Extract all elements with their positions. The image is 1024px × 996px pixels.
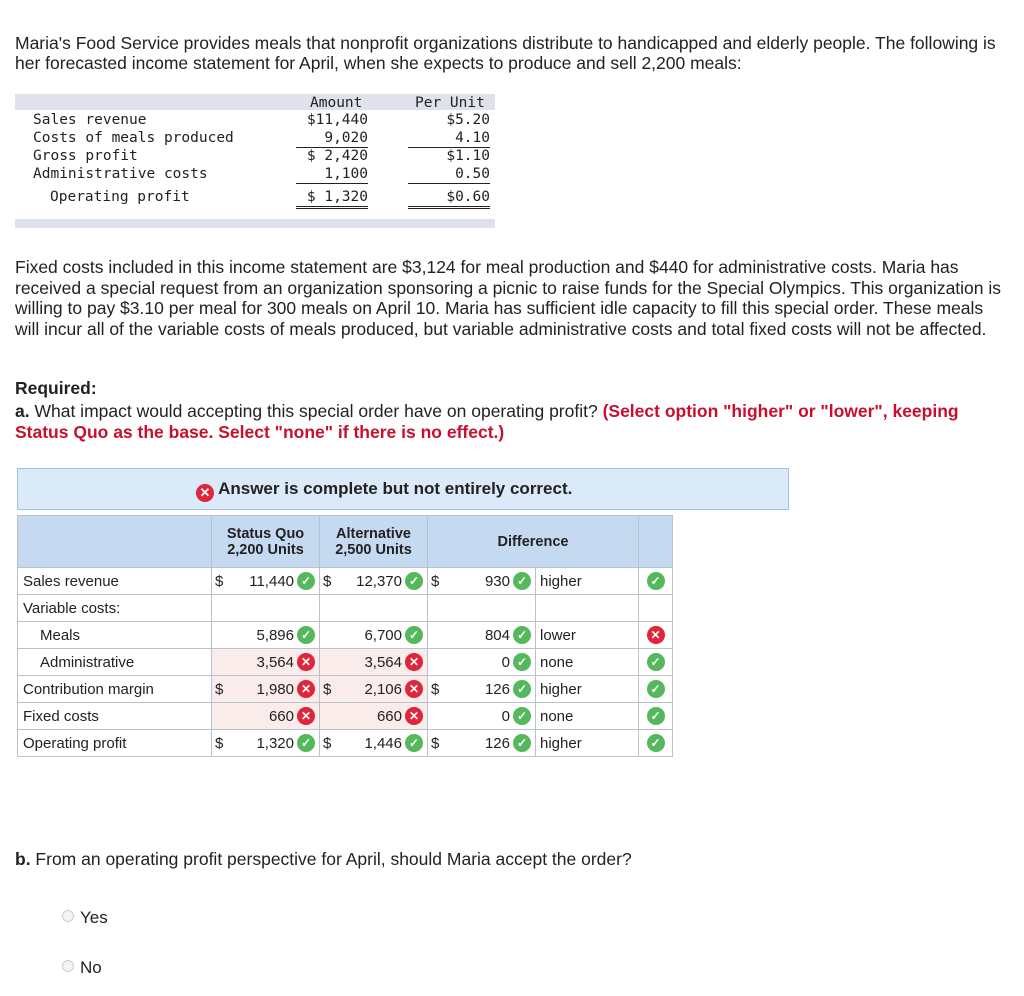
check-icon: ✓ xyxy=(513,653,531,671)
question-a-prefix: a. xyxy=(15,401,30,421)
check-icon: ✓ xyxy=(647,653,665,671)
incorrect-icon: ✕ xyxy=(297,653,315,671)
statement-footer-band xyxy=(15,219,495,228)
direction-select[interactable]: higher xyxy=(536,676,639,703)
alternative-input[interactable]: 12,370 xyxy=(356,572,402,590)
incorrect-icon: ✕ xyxy=(405,653,423,671)
is-label-operating: Operating profit xyxy=(50,189,190,205)
table-row xyxy=(18,703,673,730)
col-per-unit-header: Per Unit xyxy=(415,95,485,111)
is-per-unit-costs: 4.10 xyxy=(408,129,490,148)
incorrect-icon: ✕ xyxy=(405,707,423,725)
table-row xyxy=(18,730,673,757)
alternative-input[interactable]: 660 xyxy=(376,707,402,725)
row-label: Variable costs: xyxy=(18,595,212,622)
direction-select[interactable]: none xyxy=(536,703,639,730)
check-icon: ✓ xyxy=(297,734,315,752)
option-yes-label: Yes xyxy=(80,908,108,927)
difference-input[interactable]: 0 xyxy=(501,653,510,671)
status-quo-input[interactable]: 1,980 xyxy=(256,680,294,698)
incorrect-icon: ✕ xyxy=(405,680,423,698)
difference-input[interactable]: 930 xyxy=(484,572,510,590)
header-difference: Difference xyxy=(428,516,639,568)
check-icon: ✓ xyxy=(405,734,423,752)
is-amount-admin: 1,100 xyxy=(296,165,368,184)
currency-sign: $ xyxy=(431,734,440,752)
is-per-unit-operating: $0.60 xyxy=(408,188,490,209)
check-icon: ✓ xyxy=(647,572,665,590)
row-label: Meals xyxy=(18,622,212,649)
incorrect-icon: ✕ xyxy=(196,484,214,502)
table-row xyxy=(18,676,673,703)
direction-select[interactable]: lower xyxy=(536,622,639,649)
table-row xyxy=(18,568,673,595)
required-title: Required: xyxy=(15,378,97,398)
is-label-admin: Administrative costs xyxy=(33,166,208,182)
currency-sign: $ xyxy=(215,734,224,752)
question-a xyxy=(15,401,1005,443)
direction-select[interactable]: none xyxy=(536,649,639,676)
problem-paragraph: Fixed costs included in this income statement are $3,124 for meal production and $440 for administrative costs. Maria has received a special request from an organization sponsoring a picnic to raise funds for the Special Olympics. This organization is willing to pay $3.10 per meal for 300 meals on April 10. Maria has sufficient idle capacity to fill this special order. These meals will incur all of the variable costs of meals produced, but variable administrative costs and total fixed costs will not be affected. xyxy=(15,257,1002,339)
direction-select[interactable]: higher xyxy=(536,730,639,757)
radio-icon[interactable] xyxy=(62,910,74,922)
alternative-input[interactable]: 3,564 xyxy=(364,653,402,671)
check-icon: ✓ xyxy=(513,572,531,590)
feedback-banner-text xyxy=(196,479,572,502)
check-icon: ✓ xyxy=(297,572,315,590)
is-label-costs: Costs of meals produced xyxy=(33,130,234,146)
difference-input[interactable]: 0 xyxy=(501,707,510,725)
currency-sign: $ xyxy=(323,680,332,698)
currency-sign: $ xyxy=(215,572,224,590)
question-a-text: What impact would accepting this special order have on operating profit? xyxy=(29,401,603,421)
direction-select[interactable]: higher xyxy=(536,568,639,595)
is-amount-costs: 9,020 xyxy=(296,129,368,148)
currency-sign: $ xyxy=(323,572,332,590)
incorrect-icon: ✕ xyxy=(297,707,315,725)
check-icon: ✓ xyxy=(513,680,531,698)
status-quo-input[interactable]: 1,320 xyxy=(256,734,294,752)
status-quo-input[interactable]: 11,440 xyxy=(249,572,294,590)
difference-input[interactable]: 126 xyxy=(484,680,510,698)
question-b-prefix: b. xyxy=(15,849,31,869)
row-label: Fixed costs xyxy=(18,703,212,730)
difference-input[interactable]: 804 xyxy=(484,626,510,644)
currency-sign: $ xyxy=(215,680,224,698)
problem-intro: Maria's Food Service provides meals that nonprofit organizations distribute to handicapped and elderly people. The following is her forecasted income statement for April, when she expects to produce and sell 2,200 meals: xyxy=(15,33,996,73)
check-icon: ✓ xyxy=(513,734,531,752)
currency-sign: $ xyxy=(323,734,332,752)
check-icon: ✓ xyxy=(647,734,665,752)
header-alternative: Alternative 2,500 Units xyxy=(320,516,428,568)
is-label-sales: Sales revenue xyxy=(33,112,147,128)
is-per-unit-gross: $1.10 xyxy=(446,148,490,164)
is-amount-operating: $ 1,320 xyxy=(296,188,368,209)
check-icon: ✓ xyxy=(647,707,665,725)
alternative-input[interactable]: 6,700 xyxy=(364,626,402,644)
incorrect-icon: ✕ xyxy=(647,626,665,644)
option-yes[interactable] xyxy=(62,908,108,928)
question-a-instruction: (Select option "higher" or "lower", keeping Status Quo as the base. Select "none" if there is no effect.) xyxy=(15,401,959,442)
table-row xyxy=(18,595,673,622)
difference-input[interactable]: 126 xyxy=(484,734,510,752)
alternative-input[interactable]: 1,446 xyxy=(364,734,402,752)
alternative-input[interactable]: 2,106 xyxy=(364,680,402,698)
status-quo-input[interactable]: 660 xyxy=(268,707,294,725)
is-label-gross: Gross profit xyxy=(33,148,138,164)
col-amount-header: Amount xyxy=(310,95,363,111)
table-row xyxy=(18,649,673,676)
question-b-text: From an operating profit perspective for April, should Maria accept the order? xyxy=(30,849,632,869)
check-icon: ✓ xyxy=(297,626,315,644)
is-amount-sales: $11,440 xyxy=(306,112,368,128)
header-blank xyxy=(18,516,212,568)
status-quo-input[interactable]: 5,896 xyxy=(256,626,294,644)
check-icon: ✓ xyxy=(647,680,665,698)
feedback-message: Answer is complete but not entirely correct. xyxy=(218,479,573,498)
row-label: Operating profit xyxy=(18,730,212,757)
incorrect-icon: ✕ xyxy=(297,680,315,698)
table-row xyxy=(18,622,673,649)
question-b xyxy=(15,849,632,870)
check-icon: ✓ xyxy=(513,626,531,644)
row-label: Administrative xyxy=(18,649,212,676)
check-icon: ✓ xyxy=(405,626,423,644)
option-no[interactable] xyxy=(62,958,102,978)
radio-icon[interactable] xyxy=(62,960,74,972)
currency-sign: $ xyxy=(431,572,440,590)
check-icon: ✓ xyxy=(513,707,531,725)
is-per-unit-sales: $5.20 xyxy=(446,112,490,128)
is-amount-gross: $ 2,420 xyxy=(306,148,368,164)
table-header-row xyxy=(18,516,673,568)
is-per-unit-admin: 0.50 xyxy=(408,165,490,184)
status-quo-input[interactable]: 3,564 xyxy=(256,653,294,671)
currency-sign: $ xyxy=(431,680,440,698)
header-status-quo: Status Quo 2,200 Units xyxy=(212,516,320,568)
answer-table xyxy=(17,515,673,757)
header-blank-icon xyxy=(639,516,673,568)
row-label: Contribution margin xyxy=(18,676,212,703)
row-label: Sales revenue xyxy=(18,568,212,595)
option-no-label: No xyxy=(80,958,102,977)
check-icon: ✓ xyxy=(405,572,423,590)
